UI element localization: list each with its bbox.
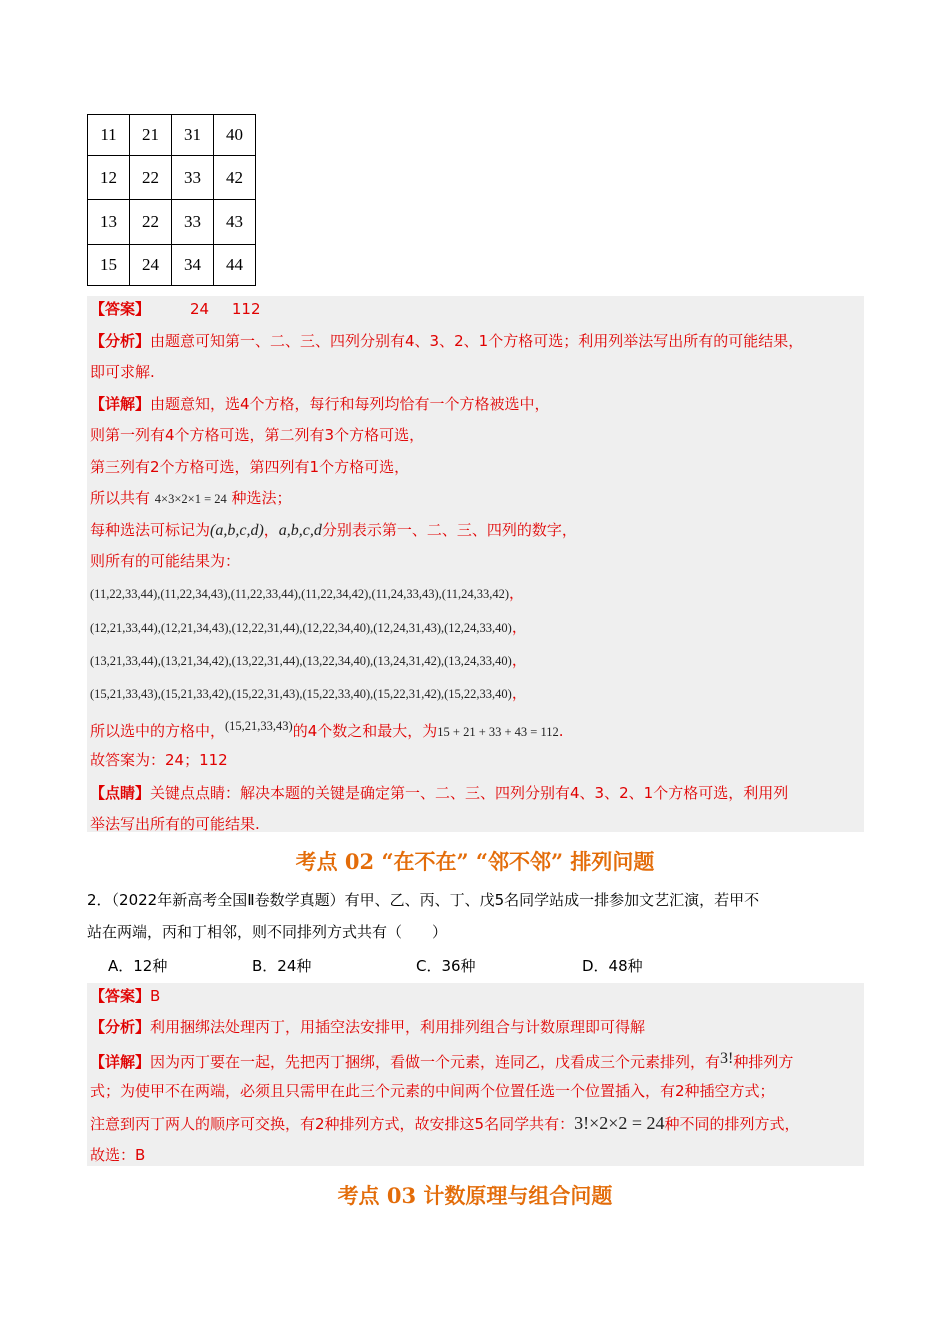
q1-analysis (90, 330, 803, 352)
results-row (90, 582, 524, 605)
detail-line5-suffix: 分别表示第一、二、三、四列的数字， (321, 521, 577, 539)
detail-tag: 【详解】 (90, 1053, 151, 1071)
table-cell: 15 (88, 245, 130, 286)
q1-final: 故答案为：24；112 (90, 751, 228, 769)
section-heading-02: 考点 02 “在不在” “邻不邻” 排列问题 (295, 849, 655, 874)
analysis-text: 利用捆绑法处理丙丁，用插空法安排甲，利用排列组合与计数原理即可得解 (150, 1018, 646, 1036)
table-cell: 13 (88, 200, 130, 245)
formula-variables: a,b,c,d (278, 522, 322, 539)
q2-stem-line2: 站在两端，丙和丁相邻，则不同排列方式共有（ ） (87, 923, 448, 941)
detail-text: 因为丙丁要在一起，先把丙丁捆绑，看做一个元素，连同乙，戊看成三个元素排列，有 (150, 1053, 721, 1071)
table-cell: 21 (130, 115, 172, 156)
q1-detail-line2: 则第一列有4个方格可选，第二列有3个方格可选， (90, 426, 425, 444)
detail-text: 由题意知，选4个方格，每行和每列均恰有一个方格被选中， (150, 395, 550, 413)
detail-text-b: 种排列方 (733, 1053, 794, 1071)
q1-analysis-line2: 即可求解. (90, 363, 155, 381)
conclusion-period: . (558, 722, 564, 740)
q2-detail-line2: 式；为使甲不在两端，必须且只需甲在此三个元素的中间两个位置任选一个位置插入，有2种插空方式； (90, 1082, 775, 1100)
table-cell: 12 (88, 156, 130, 200)
q1-detail-line4 (90, 487, 292, 510)
option-d: D．48种 (582, 957, 643, 975)
table-cell: 43 (214, 200, 256, 245)
table-cell: 11 (88, 115, 130, 156)
analysis-text: 由题意可知第一、二、三、四列分别有4、3、2、1个方格可选；利用列举法写出所有的可能结果， (150, 332, 804, 350)
table-row (88, 156, 256, 200)
table-row (88, 245, 256, 286)
results-comma: ， (511, 651, 527, 669)
results-comma: ， (511, 684, 527, 702)
table-cell: 22 (130, 200, 172, 245)
analysis-tag: 【分析】 (90, 1018, 151, 1036)
comment-tag: 【点睛】 (90, 784, 151, 802)
option-a: A．12种 (108, 957, 168, 975)
detail-tag: 【详解】 (90, 395, 151, 413)
detail-line3-suffix: 种不同的排列方式， (664, 1115, 800, 1133)
results-comma: ， (509, 584, 525, 602)
formula-max-tuple: (15,21,33,43) (225, 719, 293, 733)
table-cell: 44 (214, 245, 256, 286)
results-row-text: (11,22,33,44),(11,22,34,43),(11,22,33,44),(11,22,34,42),(11,24,33,43),(11,24,33,42) (90, 587, 510, 601)
q1-conclusion (90, 715, 564, 743)
detail-line4-suffix: 种选法； (231, 489, 292, 507)
q1-detail-line6: 则所有的可能结果为： (90, 552, 241, 570)
q2-detail-line3 (90, 1112, 800, 1135)
formula-factorial: 3! (720, 1050, 734, 1067)
q2-answer (90, 985, 160, 1007)
table-cell: 42 (214, 156, 256, 200)
detail-line3-text: 注意到丙丁两人的顺序可交换，有2种排列方式，故安排这5名同学共有： (90, 1115, 575, 1133)
comment-text: 关键点点睛：解决本题的关键是确定第一、二、三、四列分别有4、3、2、1个方格可选，利用列 (150, 784, 789, 802)
answer-value: B (150, 987, 161, 1005)
q1-detail (90, 393, 550, 415)
detail-line5-text: 每种选法可标记为 (90, 521, 211, 539)
results-row (90, 649, 527, 672)
formula-tuple: (a,b,c,d) (210, 522, 264, 539)
number-grid-table (87, 114, 256, 286)
table-row (88, 200, 256, 245)
answer-tag: 【答案】 (90, 987, 151, 1005)
table-cell: 31 (172, 115, 214, 156)
q2-final: 故选：B (90, 1146, 146, 1164)
q2-analysis (90, 1016, 645, 1038)
results-row (90, 682, 527, 705)
results-row-text: (15,21,33,43),(15,21,33,42),(15,22,31,43),(15,22,33,40),(15,22,31,42),(15,22,33,40) (90, 687, 512, 701)
analysis-tag: 【分析】 (90, 332, 151, 350)
detail-line4-text: 所以共有 (90, 489, 151, 507)
q1-detail-line3: 第三列有2个方格可选，第四列有1个方格可选， (90, 458, 410, 476)
results-row (90, 616, 527, 639)
q1-comment (90, 782, 788, 804)
detail-line5-sep: ， (263, 521, 279, 539)
answer-tag: 【答案】 (90, 300, 151, 318)
q2-stem: 2．（2022年新高考全国Ⅱ卷数学真题）有甲、乙、丙、丁、戊5名同学站成一排参加文艺汇演，若甲不 (87, 891, 760, 909)
q2-solution-block (87, 983, 864, 1166)
conclusion-text: 所以选中的方格中， (90, 722, 226, 740)
q1-answer (90, 298, 261, 320)
results-row-text: (13,21,33,44),(13,21,34,42),(13,22,31,44),(13,22,34,40),(13,24,31,42),(13,24,33,40) (90, 654, 512, 668)
section-heading-03: 考点 03 计数原理与组合问题 (337, 1183, 613, 1208)
formula-product: 4×3×2×1 = 24 (154, 492, 227, 506)
results-row-text: (12,21,33,44),(12,21,34,43),(12,22,31,44),(12,22,34,40),(12,24,31,43),(12,24,33,40) (90, 621, 512, 635)
table-cell: 40 (214, 115, 256, 156)
table-cell: 33 (172, 156, 214, 200)
formula-total: 3!×2×2 = 24 (574, 1113, 665, 1133)
table-row (88, 115, 256, 156)
answer-value: 24 112 (190, 300, 261, 318)
q1-detail-line5 (90, 519, 577, 542)
table-cell: 22 (130, 156, 172, 200)
q1-comment-line2: 举法写出所有的可能结果. (90, 815, 260, 833)
table-cell: 33 (172, 200, 214, 245)
conclusion-text-b: 的4个数之和最大，为 (292, 722, 438, 740)
formula-sum: 15 + 21 + 33 + 43 = 112 (437, 725, 559, 739)
table-cell: 24 (130, 245, 172, 286)
results-comma: ， (511, 618, 527, 636)
table-cell: 34 (172, 245, 214, 286)
option-b: B．24种 (252, 957, 312, 975)
option-c: C．36种 (416, 957, 476, 975)
q2-detail (90, 1048, 793, 1073)
